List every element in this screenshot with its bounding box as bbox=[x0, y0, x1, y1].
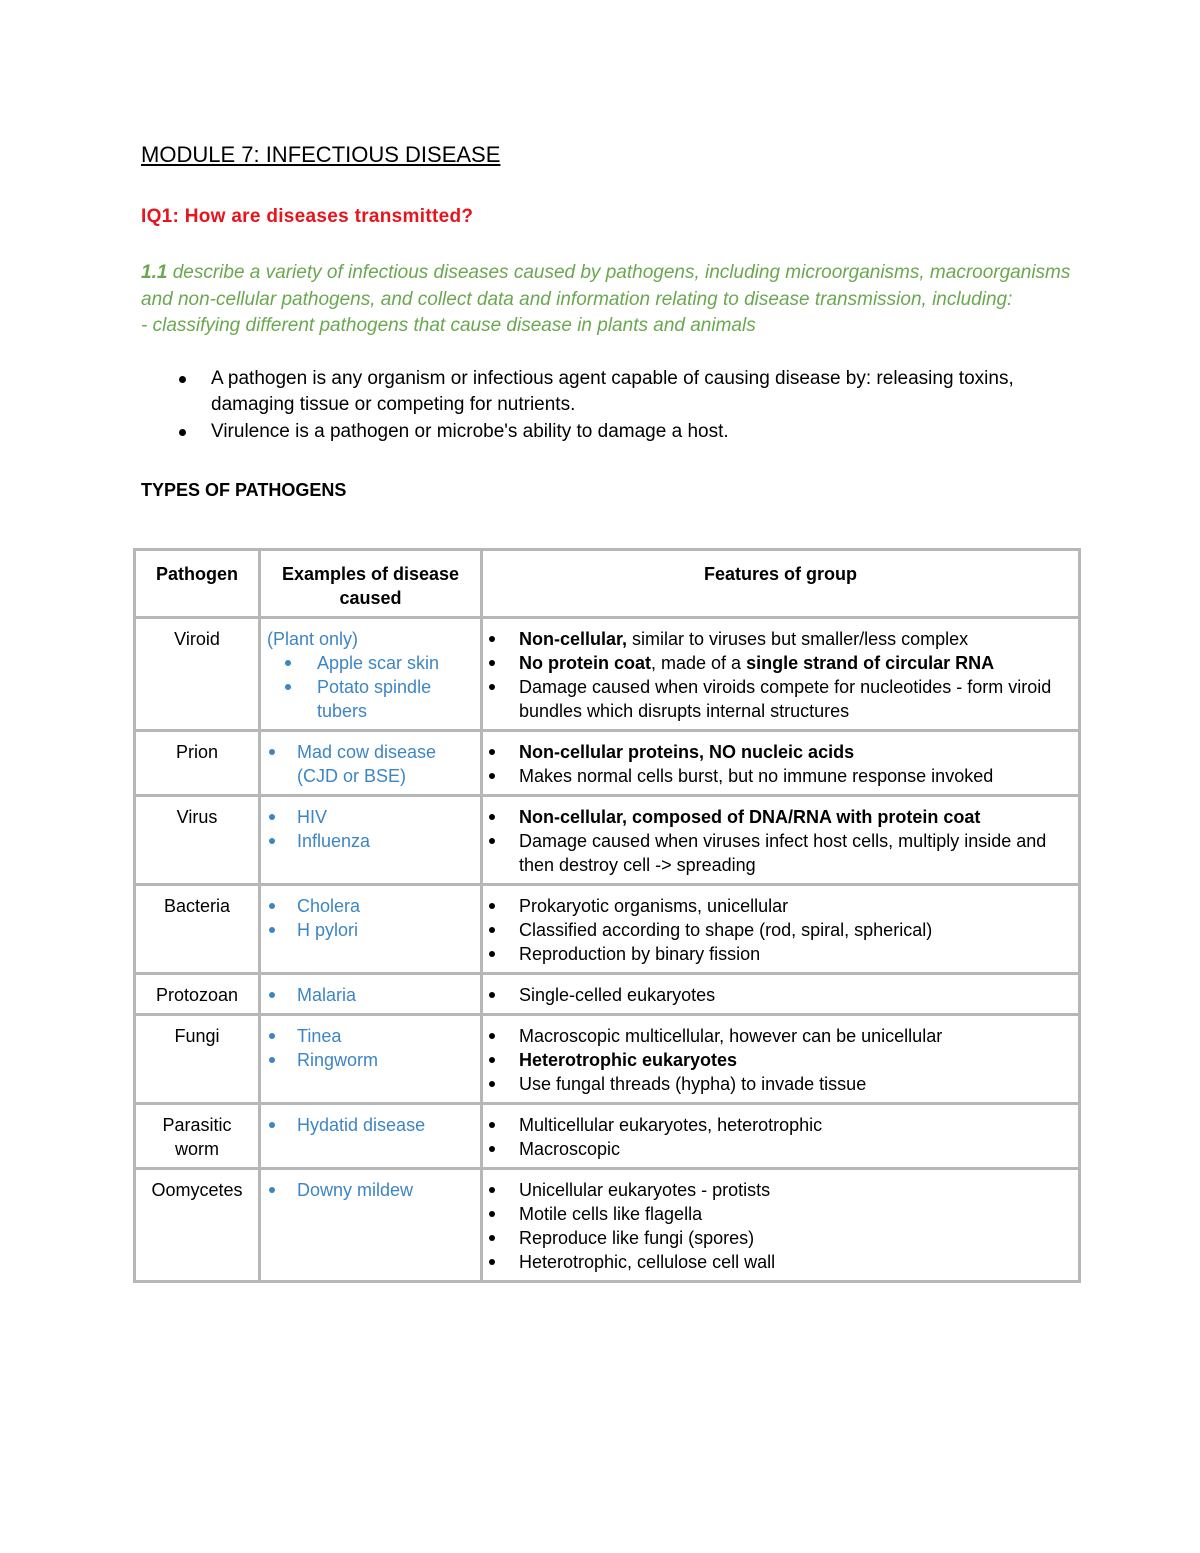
page-title: MODULE 7: INFECTIOUS DISEASE bbox=[141, 142, 501, 167]
header-features: Features of group bbox=[482, 550, 1080, 618]
feature-item bbox=[519, 918, 1072, 942]
feature-item bbox=[519, 942, 1072, 966]
examples-cell bbox=[260, 885, 482, 974]
intro-bullet: Virulence is a pathogen or microbe's ability to damage a host. bbox=[211, 419, 1081, 446]
features-cell bbox=[482, 1104, 1080, 1169]
examples-list bbox=[267, 894, 474, 942]
features-cell bbox=[482, 885, 1080, 974]
intro-bullet: A pathogen is any organism or infectious agent capable of causing disease by: releasing toxins, damaging tissue or competing for nutrients. bbox=[211, 366, 1081, 419]
features-cell bbox=[482, 1015, 1080, 1104]
feature-item bbox=[519, 805, 1072, 829]
example-item: Influenza bbox=[297, 829, 474, 853]
table-row bbox=[135, 1169, 1080, 1282]
feature-item bbox=[519, 1226, 1072, 1250]
feature-text: Single-celled eukaryotes bbox=[519, 985, 716, 1005]
examples-list bbox=[267, 1024, 474, 1072]
pathogen-name-cell: Parasitic worm bbox=[135, 1104, 260, 1169]
features-cell bbox=[482, 731, 1080, 796]
table-row bbox=[135, 1104, 1080, 1169]
feature-bold-text: Non-cellular, composed of DNA/RNA with protein coat bbox=[519, 807, 981, 827]
examples-list bbox=[267, 1178, 474, 1202]
feature-text: Macroscopic bbox=[519, 1139, 621, 1159]
feature-text: Unicellular eukaryotes - protists bbox=[519, 1180, 771, 1200]
feature-item bbox=[519, 983, 1072, 1007]
examples-note: (Plant only) bbox=[267, 629, 359, 649]
features-list bbox=[489, 1178, 1072, 1274]
example-item: HIV bbox=[297, 805, 474, 829]
feature-item bbox=[519, 1113, 1072, 1137]
example-item: Ringworm bbox=[297, 1048, 474, 1072]
examples-list bbox=[267, 1113, 474, 1137]
feature-item bbox=[519, 894, 1072, 918]
feature-item bbox=[519, 1137, 1072, 1161]
feature-item bbox=[519, 1250, 1072, 1274]
table-row bbox=[135, 618, 1080, 731]
outcome-number: 1.1 bbox=[141, 262, 168, 283]
examples-cell bbox=[260, 1104, 482, 1169]
table-row bbox=[135, 885, 1080, 974]
outcome-subpoint: - classifying different pathogens that cause disease in plants and animals bbox=[141, 315, 756, 336]
feature-item bbox=[519, 651, 1072, 675]
features-cell bbox=[482, 1169, 1080, 1282]
examples-cell bbox=[260, 796, 482, 885]
examples-cell bbox=[260, 974, 482, 1015]
table-header-row bbox=[135, 550, 1080, 618]
features-cell bbox=[482, 618, 1080, 731]
feature-item bbox=[519, 829, 1072, 877]
feature-bold-text: single strand of circular RNA bbox=[746, 653, 995, 673]
feature-text: Damage caused when viruses infect host cells, multiply inside and then destroy cell -> spreading bbox=[519, 831, 1047, 875]
feature-bold-text: Non-cellular, bbox=[519, 629, 628, 649]
example-item: Apple scar skin bbox=[317, 651, 474, 675]
feature-text: Reproduction by binary fission bbox=[519, 944, 761, 964]
pathogen-name-cell: Viroid bbox=[135, 618, 260, 731]
pathogen-name-cell: Bacteria bbox=[135, 885, 260, 974]
feature-bold-text: No protein coat bbox=[519, 653, 652, 673]
example-item: Malaria bbox=[297, 983, 474, 1007]
feature-text: Multicellular eukaryotes, heterotrophic bbox=[519, 1115, 823, 1135]
features-cell bbox=[482, 796, 1080, 885]
header-pathogen: Pathogen bbox=[135, 550, 260, 618]
table-body bbox=[135, 618, 1080, 1282]
features-list bbox=[489, 1024, 1072, 1096]
feature-text: Prokaryotic organisms, unicellular bbox=[519, 896, 789, 916]
feature-bold-text: Heterotrophic eukaryotes bbox=[519, 1050, 738, 1070]
pathogen-name-cell: Fungi bbox=[135, 1015, 260, 1104]
intro-bullet-list bbox=[141, 366, 1081, 446]
feature-text: Macroscopic multicellular, however can be unicellular bbox=[519, 1026, 943, 1046]
table-row bbox=[135, 974, 1080, 1015]
table-row bbox=[135, 731, 1080, 796]
table-row bbox=[135, 796, 1080, 885]
feature-item bbox=[519, 764, 1072, 788]
feature-item bbox=[519, 740, 1072, 764]
examples-cell bbox=[260, 1015, 482, 1104]
examples-list bbox=[267, 805, 474, 853]
features-cell bbox=[482, 974, 1080, 1015]
example-item: H pylori bbox=[297, 918, 474, 942]
feature-item bbox=[519, 675, 1072, 723]
feature-item bbox=[519, 1024, 1072, 1048]
examples-list bbox=[267, 983, 474, 1007]
feature-item bbox=[519, 1202, 1072, 1226]
features-list bbox=[489, 1113, 1072, 1161]
feature-text: similar to viruses but smaller/less complex bbox=[627, 629, 969, 649]
feature-text: Heterotrophic, cellulose cell wall bbox=[519, 1252, 776, 1272]
feature-text: Motile cells like flagella bbox=[519, 1204, 703, 1224]
feature-item bbox=[519, 627, 1072, 651]
feature-item bbox=[519, 1048, 1072, 1072]
examples-list bbox=[267, 740, 474, 788]
table-row bbox=[135, 1015, 1080, 1104]
examples-cell bbox=[260, 1169, 482, 1282]
section-heading: TYPES OF PATHOGENS bbox=[141, 480, 347, 500]
feature-item bbox=[519, 1072, 1072, 1096]
features-list bbox=[489, 983, 1072, 1007]
feature-bold-text: Non-cellular proteins, NO nucleic acids bbox=[519, 742, 855, 762]
header-examples: Examples of disease caused bbox=[260, 550, 482, 618]
feature-text: , made of a bbox=[651, 653, 747, 673]
pathogen-name-cell: Virus bbox=[135, 796, 260, 885]
example-item: Downy mildew bbox=[297, 1178, 474, 1202]
features-list bbox=[489, 627, 1072, 723]
feature-text: Classified according to shape (rod, spiral, spherical) bbox=[519, 920, 933, 940]
features-list bbox=[489, 805, 1072, 877]
feature-text: Reproduce like fungi (spores) bbox=[519, 1228, 755, 1248]
example-item: Mad cow disease (CJD or BSE) bbox=[297, 740, 474, 788]
example-item: Potato spindle tubers bbox=[317, 675, 474, 723]
syllabus-outcome bbox=[141, 260, 1081, 340]
example-item: Tinea bbox=[297, 1024, 474, 1048]
examples-list bbox=[267, 651, 474, 723]
feature-text: Damage caused when viroids compete for nucleotides - form viroid bundles which disrupts internal structures bbox=[519, 677, 1052, 721]
inquiry-question: IQ1: How are diseases transmitted? bbox=[141, 206, 474, 227]
pathogen-name-cell: Oomycetes bbox=[135, 1169, 260, 1282]
example-item: Cholera bbox=[297, 894, 474, 918]
pathogen-name-cell: Prion bbox=[135, 731, 260, 796]
document-page bbox=[141, 140, 1081, 503]
features-list bbox=[489, 894, 1072, 966]
pathogen-table bbox=[133, 548, 1081, 1283]
outcome-text: describe a variety of infectious diseases caused by pathogens, including microorganisms, macroorganisms and non-cellular pathogens, and collect data and information relating to disease transmission, including: bbox=[141, 262, 1071, 310]
pathogen-name-cell: Protozoan bbox=[135, 974, 260, 1015]
examples-cell bbox=[260, 618, 482, 731]
examples-cell bbox=[260, 731, 482, 796]
feature-item bbox=[519, 1178, 1072, 1202]
feature-text: Makes normal cells burst, but no immune response invoked bbox=[519, 766, 994, 786]
example-item: Hydatid disease bbox=[297, 1113, 474, 1137]
features-list bbox=[489, 740, 1072, 788]
feature-text: Use fungal threads (hypha) to invade tissue bbox=[519, 1074, 867, 1094]
